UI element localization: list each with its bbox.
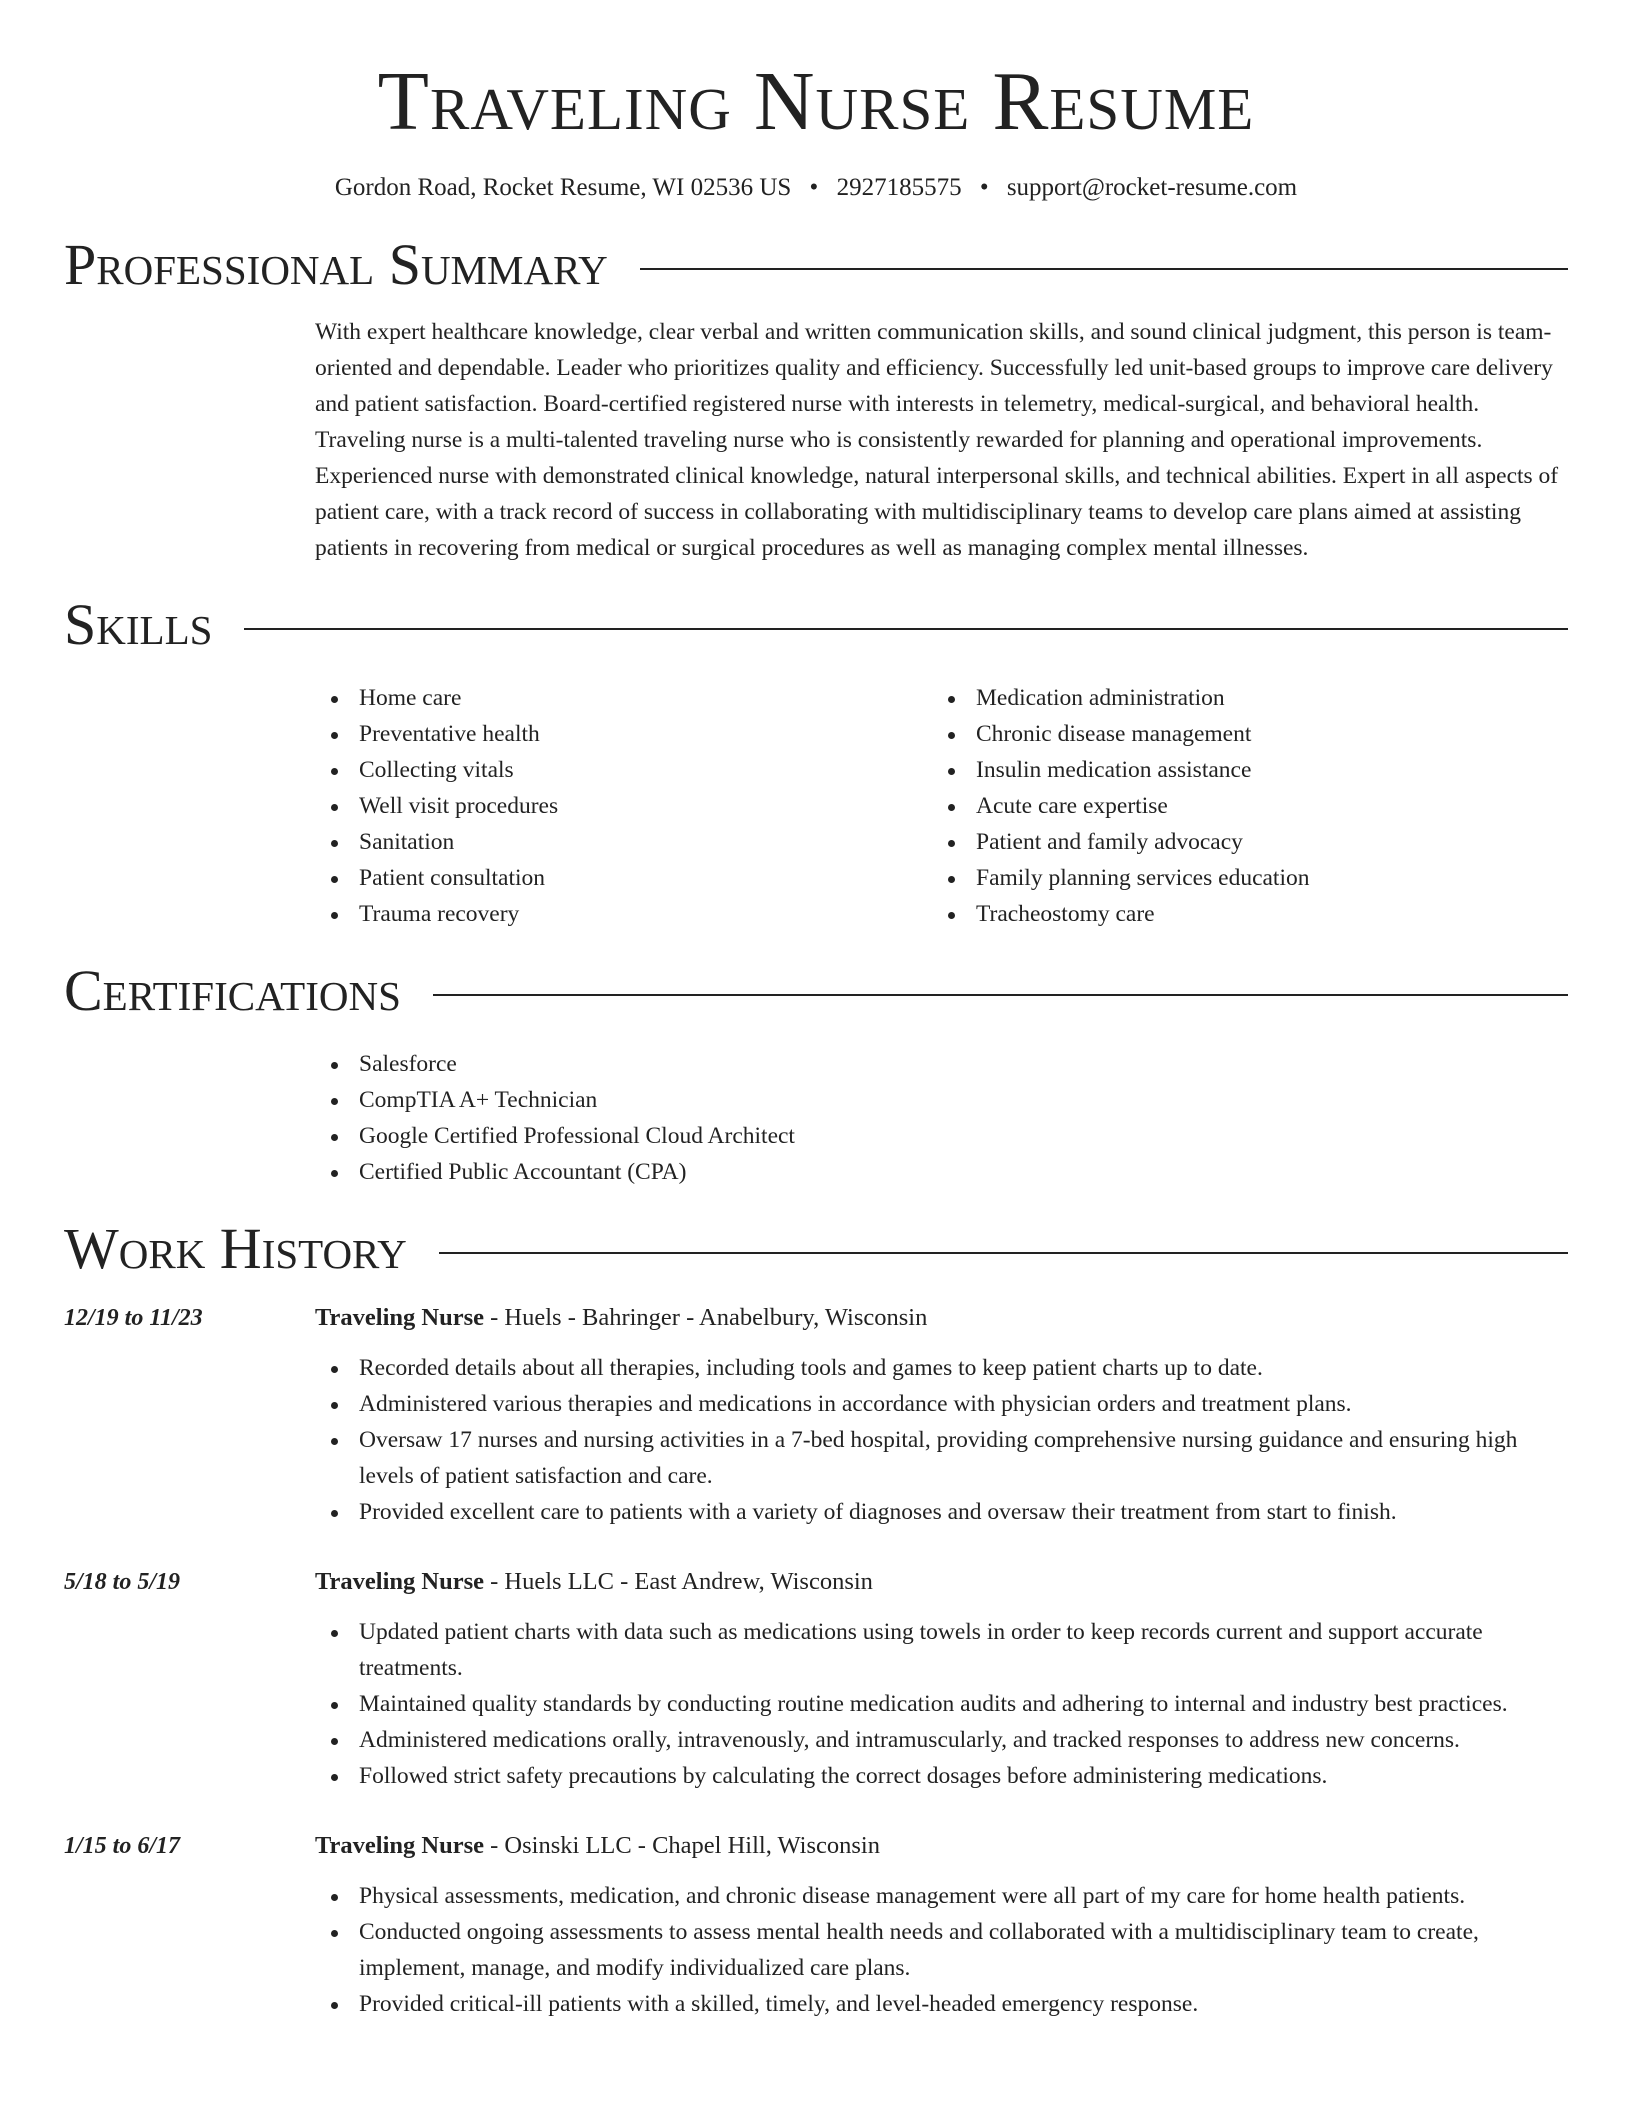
job-dates: 12/19 to 11/23 bbox=[64, 1305, 203, 1331]
jobs-list bbox=[64, 1300, 1568, 2022]
job-entry bbox=[64, 1564, 1568, 1794]
list-item: Insulin medication assistance bbox=[932, 752, 1549, 788]
job-body bbox=[315, 1300, 1568, 1530]
list-item: Acute care expertise bbox=[932, 788, 1549, 824]
list-item: Physical assessments, medication, and chronic disease management were all part of my care for home health patients. bbox=[315, 1878, 1568, 1914]
list-item: Certified Public Accountant (CPA) bbox=[315, 1154, 1568, 1190]
job-dates: 1/15 to 6/17 bbox=[64, 1833, 181, 1859]
list-item: Patient and family advocacy bbox=[932, 824, 1549, 860]
job-title: Traveling Nurse bbox=[315, 1568, 484, 1595]
work-history-heading bbox=[64, 1216, 1568, 1281]
section-divider bbox=[433, 994, 1568, 996]
list-item: Recorded details about all therapies, including tools and games to keep patient charts up to date. bbox=[315, 1350, 1568, 1386]
skills-heading-text: Skills bbox=[64, 592, 213, 657]
contact-separator: • bbox=[979, 174, 989, 201]
skills-section bbox=[64, 592, 1568, 932]
certifications-heading bbox=[64, 958, 1568, 1023]
summary-heading bbox=[64, 232, 1568, 297]
resume-title: Traveling Nurse Resume bbox=[377, 55, 1255, 148]
list-item: Provided critical-ill patients with a skilled, timely, and level-headed emergency response. bbox=[315, 1986, 1568, 2022]
summary-section bbox=[64, 232, 1568, 566]
certifications-heading-text: Certifications bbox=[64, 958, 401, 1023]
list-item: Medication administration bbox=[932, 680, 1549, 716]
section-divider bbox=[439, 1252, 1568, 1254]
list-item: Tracheostomy care bbox=[932, 896, 1549, 932]
list-item: Administered various therapies and medications in accordance with physician orders and treatment plans. bbox=[315, 1386, 1568, 1422]
job-entry bbox=[64, 1828, 1568, 2022]
list-item: Well visit procedures bbox=[315, 788, 932, 824]
skills-columns bbox=[315, 680, 1568, 932]
list-item: Oversaw 17 nurses and nursing activities in a 7-bed hospital, providing comprehensive nursing guidance and ensuring high levels of patient satisfaction and care. bbox=[315, 1422, 1568, 1494]
list-item: Collecting vitals bbox=[315, 752, 932, 788]
contact-line bbox=[64, 144, 1568, 236]
certifications-section bbox=[64, 958, 1568, 1190]
list-item: Salesforce bbox=[315, 1046, 1568, 1082]
section-divider bbox=[244, 628, 1568, 630]
job-title-line bbox=[315, 1564, 1568, 1600]
list-item: Administered medications orally, intravenously, and intramuscularly, and tracked responses to address new concerns. bbox=[315, 1722, 1568, 1758]
job-body bbox=[315, 1828, 1568, 2022]
job-title: Traveling Nurse bbox=[315, 1304, 484, 1331]
list-item: Preventative health bbox=[315, 716, 932, 752]
list-item: Followed strict safety precautions by calculating the correct dosages before administering medications. bbox=[315, 1758, 1568, 1794]
list-item: Google Certified Professional Cloud Architect bbox=[315, 1118, 1568, 1154]
list-item: Patient consultation bbox=[315, 860, 932, 896]
work-history-section bbox=[64, 1216, 1568, 2022]
job-bullets bbox=[315, 1878, 1568, 2022]
list-item: Updated patient charts with data such as medications using towels in order to keep records current and support accurate treatments. bbox=[315, 1614, 1568, 1686]
list-item: Family planning services education bbox=[932, 860, 1549, 896]
section-divider bbox=[640, 268, 1568, 270]
contact-email: support@rocket-resume.com bbox=[1006, 174, 1298, 201]
job-employer: - Osinski LLC - Chapel Hill, Wisconsin bbox=[484, 1832, 880, 1859]
list-item: Provided excellent care to patients with a variety of diagnoses and oversaw their treatment from start to finish. bbox=[315, 1494, 1568, 1530]
skills-left-list bbox=[315, 680, 932, 932]
job-entry bbox=[64, 1300, 1568, 1530]
list-item: Home care bbox=[315, 680, 932, 716]
skills-heading bbox=[64, 592, 1568, 657]
job-bullets bbox=[315, 1614, 1568, 1794]
summary-heading-text: Professional Summary bbox=[64, 232, 608, 297]
contact-address: Gordon Road, Rocket Resume, WI 02536 US bbox=[334, 174, 792, 201]
job-title-line bbox=[315, 1300, 1568, 1336]
work-history-heading-text: Work History bbox=[64, 1216, 407, 1281]
job-employer: - Huels LLC - East Andrew, Wisconsin bbox=[484, 1568, 873, 1595]
list-item: Maintained quality standards by conducting routine medication audits and adhering to internal and industry best practices. bbox=[315, 1686, 1568, 1722]
job-employer: - Huels - Bahringer - Anabelbury, Wisconsin bbox=[484, 1304, 928, 1331]
certifications-list bbox=[315, 1046, 1568, 1190]
job-title: Traveling Nurse bbox=[315, 1832, 484, 1859]
contact-phone: 2927185575 bbox=[836, 174, 962, 201]
list-item: Chronic disease management bbox=[932, 716, 1549, 752]
contact-separator: • bbox=[809, 174, 819, 201]
job-title-line bbox=[315, 1828, 1568, 1864]
summary-text: With expert healthcare knowledge, clear verbal and written communication skills, and sound clinical judgment, this person is team-oriented and dependable. Leader who prioritizes quality and efficiency. Successfully led unit-based groups to improve care delivery and patient satisfaction. Board-certified registered nurse with interests in telemetry, medical-surgical, and behavioral health. Traveling nurse is a multi-talented traveling nurse who is consistently rewarded for planning and operational improvements. Experienced nurse with demonstrated clinical knowledge, natural interpersonal skills, and technical abilities. Expert in all aspects of patient care, with a track record of success in collaborating with multidisciplinary teams to develop care plans aimed at assisting patients in recovering from medical or surgical procedures as well as managing complex mental illnesses. bbox=[315, 319, 1559, 561]
job-bullets bbox=[315, 1350, 1568, 1530]
list-item: Conducted ongoing assessments to assess mental health needs and collaborated with a multidisciplinary team to create, implement, manage, and modify individualized care plans. bbox=[315, 1914, 1568, 1986]
job-body bbox=[315, 1564, 1568, 1794]
list-item: Trauma recovery bbox=[315, 896, 932, 932]
list-item: Sanitation bbox=[315, 824, 932, 860]
skills-right-list bbox=[932, 680, 1549, 932]
job-dates: 5/18 to 5/19 bbox=[64, 1569, 181, 1595]
list-item: CompTIA A+ Technician bbox=[315, 1082, 1568, 1118]
